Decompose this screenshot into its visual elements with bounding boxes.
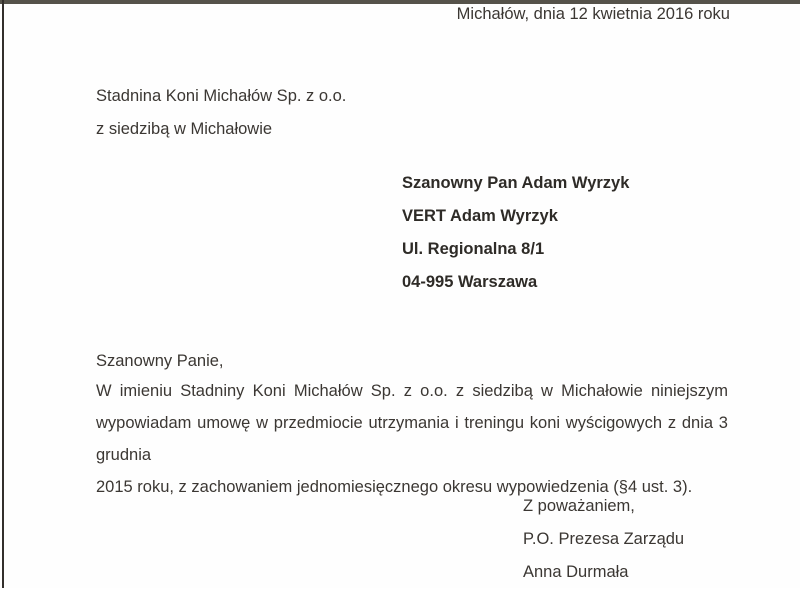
recipient-line: 04-995 Warszawa [402,273,538,291]
salutation: Szanowny Panie, [96,352,224,370]
date-line: Michałów, dnia 12 kwietnia 2016 roku [456,5,730,23]
recipient-line: VERT Adam Wyrzyk [402,207,558,225]
sender-line: z siedzibą w Michałowie [96,120,273,138]
body-line: 2015 roku, z zachowaniem jednomiesięcznego okresu wypowiedzenia (§4 ust. 3). [96,478,693,496]
recipient-line: Szanowny Pan Adam Wyrzyk [402,174,630,192]
closing-line: Z poważaniem, [523,497,635,515]
sender-block [96,80,346,146]
recipient-line: Ul. Regionalna 8/1 [402,240,545,258]
closing-line: P.O. Prezesa Zarządu [523,530,685,548]
body-paragraph [96,375,728,503]
sender-line: Stadnina Koni Michałów Sp. z o.o. [96,87,347,105]
closing-block [523,490,684,589]
page-left-border [2,0,4,588]
closing-line: Anna Durmała [523,563,629,581]
recipient-block [402,167,629,299]
body-line: wypowiadam umowę w przedmiocie utrzymania i treningu koni wyścigowych z dnia 3 grudnia [96,414,728,464]
body-line: W imieniu Stadniny Koni Michałów Sp. z o.o. z siedzibą w Michałowie niniejszym [96,382,728,400]
